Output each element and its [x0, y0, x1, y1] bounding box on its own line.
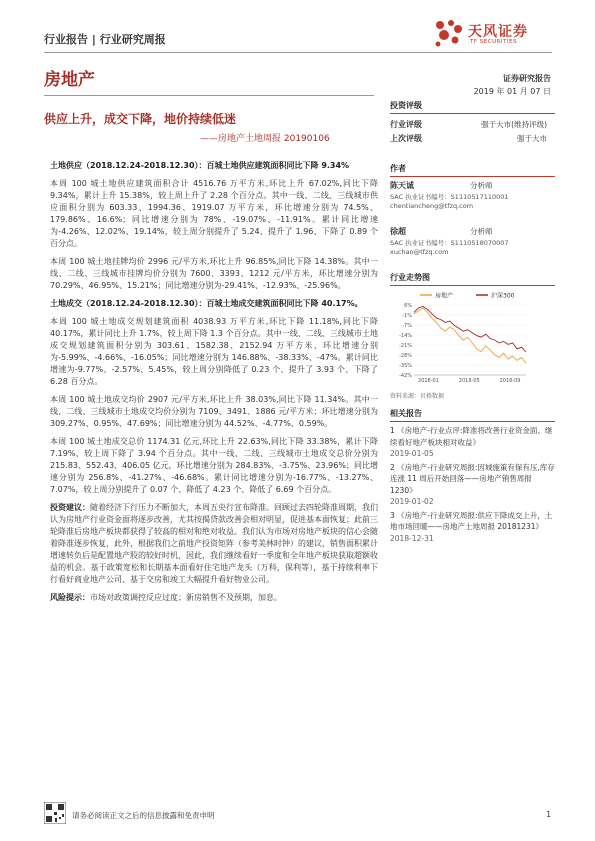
listing-price-paragraph: 本周 100 城土地挂牌均价 2996 元/平方米,环比上升 96.85%,同比下降 14.38%。其中一线、二线、三线城市挂牌均价分别为 7600、3393、1212 元/平方米，环比增速分别为 70.29%、46.95%、15.21%；同比增速分别为-29.41%、-12.93%、-25.96%。 — [50, 257, 378, 290]
x-tick-label: 2018-05 — [458, 378, 480, 384]
author-title: 作者 — [390, 164, 406, 173]
analyst-email: chentiancheng@tfzq.com — [390, 202, 474, 210]
related-item[interactable]: 1 《房地产-行业点评:降准将改善行业资金面、继续看好地产板块相对收益》 — [390, 426, 553, 447]
sub-headline: ——房地产土地周报 20190106 — [200, 134, 330, 144]
y-tick-label: -14% — [399, 333, 412, 339]
category-divider: | — [91, 33, 100, 46]
rating-key: 上次评级 — [390, 134, 422, 143]
risk-warning-text: 市场对政策调控反应过度；新房销售不及预期，加息。 — [90, 593, 282, 602]
report-category — [44, 31, 166, 47]
related-rule — [390, 421, 555, 422]
rating-row — [390, 117, 555, 131]
y-tick-label: -35% — [399, 363, 412, 369]
author-rule — [390, 176, 555, 177]
transaction-price-paragraph: 本周 100 城土地成交均价 2907 元/平方米,环比上升 38.03%,同比下降 11.34%。其中一线、二线、三线城市土地成交均价分别为 7109、3491、1886 元/平方米；环比增速分别为 309.27%、0.95%、47.69%；同比增速分别为 44.52%、-4.77%、0.59%。 — [50, 395, 378, 428]
investment-advice-paragraph — [50, 502, 378, 586]
related-title: 相关报告 — [390, 409, 422, 418]
analyst-license: SAC 执业证书编号：S1110518070007 — [390, 239, 509, 247]
logo-mark-icon — [432, 17, 464, 49]
analyst-license: SAC 执业证书编号：S1110517110001 — [390, 193, 509, 201]
y-tick-label: -1% — [402, 313, 412, 319]
page-number: 1 — [546, 810, 551, 819]
investment-advice-text: 随着经济下行压力不断加大，本周五央行宣布降准。回顾过去四轮降准周期，我们认为房地产行业资金面将逐步改善，尤其按揭贷款改善会相对明显，促进基本面恢复；此前三轮降准后房地产板块都获得了较高的相对和绝对收益。我们认为市场对房地产板块的信心会随着降准逐步恢复，此外，根据我们之前地产投资矩阵（参考美林时钟）的建议，销售面积累计增速转负后是配置地产股的较好时机，因此，我们继续看好一季度和全年地产板块获取超额收益的机会。基于政策宽松和长期基本面看好住宅地产龙头（万科、保利等），基于持续利率下行看好商业地产公司、基于交房和竣工大幅提升看好物业公司。 — [50, 503, 378, 584]
analyst-card — [390, 180, 555, 226]
risk-warning-paragraph — [50, 592, 378, 604]
x-tick-label: 2018-09 — [499, 378, 521, 384]
logo-text-en: TF SECURITIES — [470, 39, 517, 45]
title-rule — [44, 95, 374, 96]
x-tick-label: 2018-01 — [418, 378, 439, 384]
related-date: 2019-01-05 — [390, 449, 434, 458]
rating-value: 强于大市(维持评级) — [481, 120, 547, 129]
related-item[interactable]: 3 《房地产-行业研究周报:供应下降成交上升，土地市场回暖——房地产土地周报 20181231》 — [390, 510, 553, 531]
legend-label: 房地产 — [435, 292, 454, 300]
y-tick-label: -28% — [399, 353, 412, 359]
report-date: 2019 年 01 月 07 日 — [473, 87, 551, 96]
rating-rule — [390, 113, 555, 114]
analyst-name: 徐超 — [390, 227, 406, 236]
footer-disclaimer: 请务必阅读正文之后的信息披露和免责申明 — [72, 811, 215, 820]
logo-text-cn: 天风证券 — [468, 24, 528, 40]
page-title: 房地产 — [44, 70, 95, 90]
analyst-email: xuchao@tfzq.com — [390, 248, 449, 256]
transaction-total-paragraph: 本周 100 城土地成交总价 1174.31 亿元,环比上升 22.63%,同比下降 33.38%，累计下降 7.19%，较上周下降了 3.94 个百分点。其中一线、二线、三线城市土地成交总价分别为 215.83、552.43、406.05 亿元，环比增速分别为 284.83%、-3.75%、23.96%；同比增速分别为 256.8%、-41.27%、-46.68%。累计同比增速分别为-16.77%、-13.27%、7.07%，较上周分别提升了 0.07 个、降低了 4.23 个、降低了 6.69 个百分点。 — [50, 437, 378, 494]
sidebar — [390, 100, 555, 546]
related-date: 2019-01-02 — [390, 497, 434, 506]
main-body — [50, 160, 378, 610]
rating-title: 投资评级 — [390, 101, 422, 110]
category-label: 行业报告 — [44, 33, 88, 46]
analyst-name: 陈天诚 — [390, 181, 414, 190]
investment-advice-label: 投资建议： — [50, 503, 90, 512]
y-tick-label: -7% — [402, 323, 412, 329]
industry-trend-chart — [390, 289, 530, 389]
subcategory-label: 行业研究周报 — [99, 33, 166, 46]
legend-label: 沪深300 — [491, 292, 515, 300]
header-rule — [44, 52, 552, 53]
land-transaction-heading: 土地成交（2018.12.24-2018.12.30）：百城土地成交建筑面积同比下降 40.17%。 — [50, 299, 363, 308]
related-item[interactable]: 2 《房地产-行业研究周报:因城施策有保有压,库存连涨 11 周后开始回落——房地产销售周报 1230》 — [390, 462, 555, 495]
rating-value: 强于大市 — [517, 134, 547, 143]
related-list — [390, 425, 555, 544]
land-supply-paragraph: 本周 100 城土地供应建筑面积合计 4516.76 万平方米,环比上升 67.02%,同比下降 9.34%，累计上升 15.38%，较上周上升了 2.28 个百分点。其中一线、二线、三线城市供应面积分别为 603.33、1994.36、1919.07 万平方米，环比增速分别为 74.5%、179.86%、16.6%；同比增速分别为 78%、-19.07%、-11.91%。累计同比增速为-4.26%、12.02%、19.14%，较上周分别提升了 5.24、提升了 1.96、下降了 0.89 个百分点。 — [50, 179, 378, 248]
y-tick-label: -42% — [399, 373, 412, 379]
risk-warning-label: 风险提示： — [50, 593, 90, 602]
rating-row — [390, 131, 555, 145]
report-type: 证券研究报告 — [503, 74, 551, 83]
rating-key: 行业评级 — [390, 120, 422, 129]
related-date: 2018-12-31 — [390, 533, 434, 543]
qr-code-icon — [44, 802, 66, 824]
chart-source: 资料来源：贝格数据 — [390, 393, 445, 400]
chart-title: 行业走势图 — [390, 273, 430, 282]
trend-chart-svg — [390, 289, 530, 389]
land-transaction-paragraph: 本周 100 城土地成交规划建筑面积 4038.93 万平方米,环比下降 11.18%,同比下降 40.17%，累计同比上升 1.7%，较上周下降 1.3 个百分点。其中一线、二线、三线城市土地成交规划建筑面积分别为 303.61、1582.38、2152.94 万平方米，环比增速分别为-5.99%、-4.66%、-16.05%；同比增速分别为 146.88%、-38.33%、-47%。累计同比增速为-9.77%、-2.57%、5.45%，较上周分别降低了 0.23 个、提升了 3.93 个、下降了 6.28 百分点。 — [50, 317, 378, 386]
tf-securities-logo — [432, 17, 562, 51]
y-tick-label: -21% — [399, 343, 412, 349]
analyst-role: 分析师 — [470, 181, 493, 190]
analyst-card — [390, 226, 555, 272]
chart-rule — [390, 285, 555, 286]
land-supply-heading: 土地供应（2018.12.24-2018.12.30）：百城土地供应建筑面积同比下降 9.34% — [50, 161, 350, 170]
headline: 供应上升，成交下降，地价持续低迷 — [44, 112, 237, 126]
y-tick-label: 6% — [404, 303, 412, 309]
analyst-role: 分析师 — [470, 227, 493, 236]
